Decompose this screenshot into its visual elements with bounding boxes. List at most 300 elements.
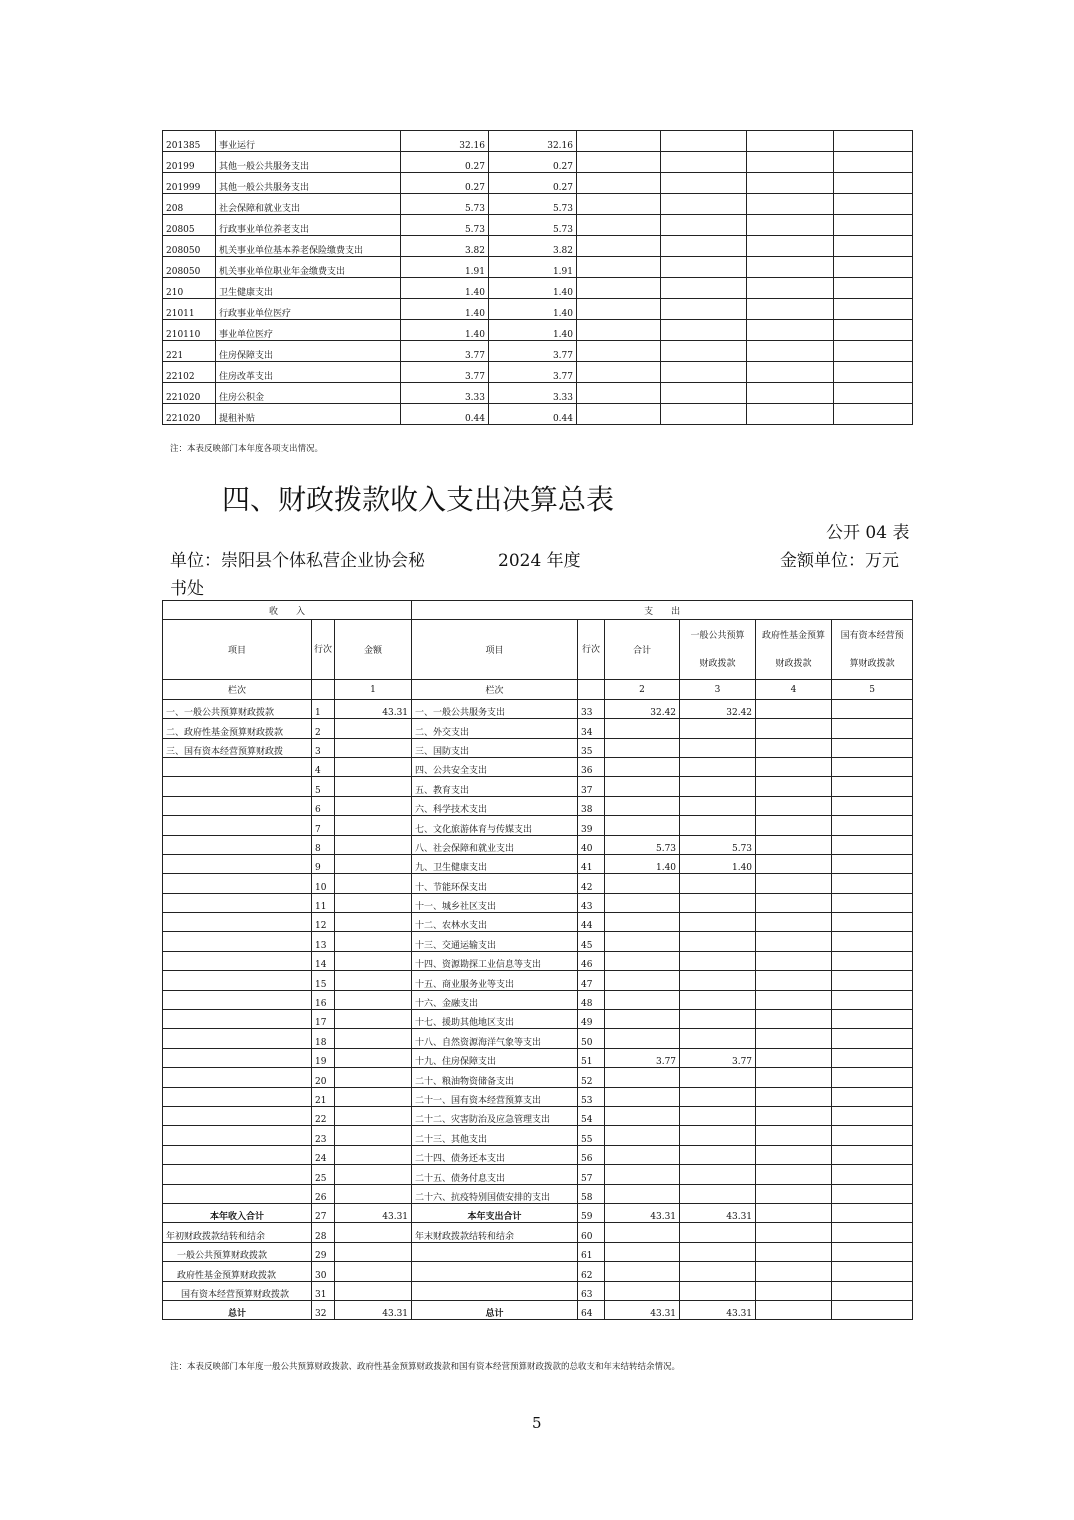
- expense-gov-fund: [756, 893, 832, 912]
- empty-cell: [577, 404, 661, 425]
- empty-cell: [578, 680, 605, 699]
- expense-line-no: 64: [578, 1300, 605, 1319]
- expense-item: 十六、金融支出: [412, 990, 578, 1009]
- income-amount: [335, 1184, 412, 1203]
- basic-expense: 5.73: [489, 194, 577, 215]
- table-row: [163, 236, 913, 257]
- expense-total: 43.31: [605, 1203, 680, 1222]
- income-item: [163, 951, 312, 970]
- expense-total: [605, 1126, 680, 1145]
- income-line-no: 9: [312, 854, 335, 873]
- income-amount: [335, 1010, 412, 1029]
- expense-line-no: 33: [578, 699, 605, 718]
- expense-general-budget: [680, 1242, 756, 1261]
- expense-state-capital: [832, 816, 913, 835]
- col-num: 4: [756, 680, 832, 699]
- table-row: [163, 1048, 913, 1067]
- empty-cell: [661, 362, 747, 383]
- table-row: [163, 796, 913, 815]
- expense-state-capital: [832, 719, 913, 738]
- year-label: 2024 年度: [498, 551, 581, 571]
- table-row: [163, 1165, 913, 1184]
- total-amount: 1.40: [401, 278, 489, 299]
- income-amount: [335, 990, 412, 1009]
- expense-gov-fund: [756, 1165, 832, 1184]
- income-line-no: 20: [312, 1068, 335, 1087]
- expense-line-no: 48: [578, 990, 605, 1009]
- expense-gov-fund: [756, 1087, 832, 1106]
- expense-general-budget: [680, 738, 756, 757]
- income-line-no: 22: [312, 1106, 335, 1125]
- income-amount: [335, 757, 412, 776]
- expense-state-capital: [832, 777, 913, 796]
- empty-cell: [661, 152, 747, 173]
- expense-general-budget: [680, 874, 756, 893]
- expense-item: 总计: [412, 1300, 578, 1319]
- col-gov: 政府性基金预算财政拨款: [756, 620, 832, 680]
- expense-state-capital: [832, 1300, 913, 1319]
- expense-item: 二十六、抗疫特别国债安排的支出: [412, 1184, 578, 1203]
- expense-state-capital: [832, 1068, 913, 1087]
- expense-total: [605, 990, 680, 1009]
- income-item: [163, 777, 312, 796]
- empty-cell: [577, 152, 661, 173]
- income-amount: [335, 1087, 412, 1106]
- expense-total: [605, 1087, 680, 1106]
- expense-general-budget: [680, 951, 756, 970]
- income-item: 三、国有资本经营预算财政拨: [163, 738, 312, 757]
- table-row: [163, 777, 913, 796]
- income-amount: [335, 835, 412, 854]
- income-item: 一般公共预算财政拨款: [163, 1242, 312, 1261]
- income-amount: [335, 1048, 412, 1067]
- empty-cell: [747, 152, 834, 173]
- income-line-no: 32: [312, 1300, 335, 1319]
- expense-state-capital: [832, 1223, 913, 1242]
- expense-gov-fund: [756, 932, 832, 951]
- expense-state-capital: [832, 951, 913, 970]
- empty-cell: [577, 278, 661, 299]
- table3-note: 注：本表反映部门本年度各项支出情况。: [170, 444, 324, 454]
- table-row: [163, 874, 913, 893]
- expense-item: 八、社会保障和就业支出: [412, 835, 578, 854]
- expense-line-no: 42: [578, 874, 605, 893]
- table-row: [163, 1262, 913, 1281]
- expense-total: 43.31: [605, 1300, 680, 1319]
- expense-item: 二十四、债务还本支出: [412, 1145, 578, 1164]
- income-item: [163, 1087, 312, 1106]
- table-row: [163, 215, 913, 236]
- empty-cell: [661, 173, 747, 194]
- expense-state-capital: [832, 1048, 913, 1067]
- expense-state-capital: [832, 854, 913, 873]
- empty-cell: [834, 278, 913, 299]
- expense-line-no: 55: [578, 1126, 605, 1145]
- income-item: [163, 874, 312, 893]
- expense-gov-fund: [756, 1029, 832, 1048]
- expense-state-capital: [832, 738, 913, 757]
- empty-cell: [577, 341, 661, 362]
- expense-general-budget: [680, 796, 756, 815]
- income-item: [163, 1165, 312, 1184]
- expense-general-budget: [680, 777, 756, 796]
- empty-cell: [747, 215, 834, 236]
- expense-gov-fund: [756, 719, 832, 738]
- expense-total: [605, 1145, 680, 1164]
- expense-item: 本年支出合计: [412, 1203, 578, 1222]
- expense-gov-fund: [756, 990, 832, 1009]
- income-item: 二、政府性基金预算财政拨款: [163, 719, 312, 738]
- expense-gov-fund: [756, 757, 832, 776]
- expense-state-capital: [832, 1106, 913, 1125]
- basic-expense: 1.40: [489, 278, 577, 299]
- expense-state-capital: [832, 893, 913, 912]
- table-row: [163, 1010, 913, 1029]
- unit-label-cont: 书处: [170, 579, 204, 599]
- table-row: [163, 738, 913, 757]
- empty-cell: [834, 320, 913, 341]
- expense-item: 十二、农林水支出: [412, 913, 578, 932]
- table-row: [163, 404, 913, 425]
- empty-cell: [747, 320, 834, 341]
- expense-gov-fund: [756, 1010, 832, 1029]
- table-row: [163, 893, 913, 912]
- expense-total: [605, 1242, 680, 1261]
- expense-general-budget: [680, 1068, 756, 1087]
- subject-name: 住房改革支出: [216, 362, 401, 383]
- income-amount: [335, 1165, 412, 1184]
- subject-code: 208050: [163, 236, 216, 257]
- basic-expense: 0.27: [489, 152, 577, 173]
- empty-cell: [834, 236, 913, 257]
- income-item: [163, 757, 312, 776]
- empty-cell: [577, 383, 661, 404]
- income-line-no: 2: [312, 719, 335, 738]
- expense-state-capital: [832, 990, 913, 1009]
- subject-code: 210: [163, 278, 216, 299]
- subject-code: 201385: [163, 131, 216, 152]
- empty-cell: [661, 257, 747, 278]
- expense-item: [412, 1281, 578, 1300]
- income-amount: [335, 1106, 412, 1125]
- empty-cell: [661, 236, 747, 257]
- expense-total: [605, 719, 680, 738]
- empty-cell: [661, 341, 747, 362]
- expense-gov-fund: [756, 777, 832, 796]
- empty-cell: [834, 194, 913, 215]
- income-line-no: 11: [312, 893, 335, 912]
- expense-total: [605, 1029, 680, 1048]
- subject-name: 提租补贴: [216, 404, 401, 425]
- basic-expense: 1.91: [489, 257, 577, 278]
- table-row: [163, 194, 913, 215]
- expense-state-capital: [832, 913, 913, 932]
- income-amount: [335, 932, 412, 951]
- expense-gov-fund: [756, 1126, 832, 1145]
- income-amount: [335, 951, 412, 970]
- expense-line-no: 61: [578, 1242, 605, 1261]
- expense-total: [605, 757, 680, 776]
- total-amount: 3.77: [401, 341, 489, 362]
- expense-item: 六、科学技术支出: [412, 796, 578, 815]
- income-amount: [335, 1145, 412, 1164]
- income-line-no: 5: [312, 777, 335, 796]
- expense-line-no: 34: [578, 719, 605, 738]
- table-row: [163, 719, 913, 738]
- empty-cell: [661, 131, 747, 152]
- expense-state-capital: [832, 1242, 913, 1261]
- empty-cell: [747, 236, 834, 257]
- total-amount: 1.40: [401, 320, 489, 341]
- expense-item: 五、教育支出: [412, 777, 578, 796]
- expense-general-budget: 1.40: [680, 854, 756, 873]
- subject-code: 21011: [163, 299, 216, 320]
- subject-name: 机关事业单位基本养老保险缴费支出: [216, 236, 401, 257]
- expense-state-capital: [832, 1184, 913, 1203]
- empty-cell: [577, 131, 661, 152]
- expense-total: [605, 796, 680, 815]
- expense-line-no: 35: [578, 738, 605, 757]
- col-general: 一般公共预算财政拨款: [680, 620, 756, 680]
- col-num: 2: [605, 680, 680, 699]
- expense-line-no: 44: [578, 913, 605, 932]
- expense-state-capital: [832, 1203, 913, 1222]
- empty-cell: [747, 173, 834, 194]
- expense-total: 5.73: [605, 835, 680, 854]
- col-total: 合计: [605, 620, 680, 680]
- empty-cell: [834, 341, 913, 362]
- expense-total: [605, 1068, 680, 1087]
- expense-line-no: 58: [578, 1184, 605, 1203]
- expense-state-capital: [832, 1165, 913, 1184]
- empty-cell: [834, 131, 913, 152]
- income-amount: [335, 816, 412, 835]
- section-header-row: [163, 601, 913, 620]
- table-row: [163, 951, 913, 970]
- income-line-no: 12: [312, 913, 335, 932]
- basic-expense: 3.82: [489, 236, 577, 257]
- income-amount: [335, 777, 412, 796]
- table-row: [163, 1300, 913, 1319]
- table4-note: 注：本表反映部门本年度一般公共预算财政拨款、政府性基金预算财政拨款和国有资本经营预算财政拨款的总收支和年末结转结余情况。: [170, 1362, 681, 1372]
- income-item: [163, 932, 312, 951]
- income-item: [163, 1126, 312, 1145]
- table-row: [163, 854, 913, 873]
- income-line-no: 24: [312, 1145, 335, 1164]
- income-line-no: 15: [312, 971, 335, 990]
- subject-name: 其他一般公共服务支出: [216, 152, 401, 173]
- expense-general-budget: [680, 1010, 756, 1029]
- table-row: [163, 362, 913, 383]
- expense-state-capital: [832, 1126, 913, 1145]
- fiscal-appropriation-summary-table: [162, 600, 913, 1320]
- income-amount: [335, 738, 412, 757]
- expense-item: 十五、商业服务业等支出: [412, 971, 578, 990]
- expense-general-budget: [680, 1281, 756, 1300]
- empty-cell: [834, 257, 913, 278]
- table-row: [163, 131, 913, 152]
- expense-item: 七、文化旅游体育与传媒支出: [412, 816, 578, 835]
- subject-name: 住房保障支出: [216, 341, 401, 362]
- empty-cell: [747, 131, 834, 152]
- expense-general-budget: [680, 1126, 756, 1145]
- expense-general-budget: [680, 757, 756, 776]
- expense-item: 年末财政拨款结转和结余: [412, 1223, 578, 1242]
- subject-name: 行政事业单位医疗: [216, 299, 401, 320]
- expense-total: [605, 1010, 680, 1029]
- income-amount: 43.31: [335, 1300, 412, 1319]
- col-num: 5: [832, 680, 913, 699]
- income-item: [163, 816, 312, 835]
- income-line-no: 25: [312, 1165, 335, 1184]
- income-line-no: 3: [312, 738, 335, 757]
- empty-cell: [577, 215, 661, 236]
- expense-gov-fund: [756, 1223, 832, 1242]
- expense-total: [605, 1165, 680, 1184]
- expense-item: 十一、城乡社区支出: [412, 893, 578, 912]
- expense-item: [412, 1262, 578, 1281]
- table-row: [163, 1184, 913, 1203]
- total-amount: 0.44: [401, 404, 489, 425]
- empty-cell: [312, 680, 335, 699]
- basic-expense: 0.27: [489, 173, 577, 194]
- expense-gov-fund: [756, 971, 832, 990]
- empty-cell: [747, 362, 834, 383]
- basic-expense: 0.44: [489, 404, 577, 425]
- expense-total: 3.77: [605, 1048, 680, 1067]
- expense-general-budget: [680, 1262, 756, 1281]
- page-number: 5: [532, 1414, 542, 1432]
- expense-total: [605, 1184, 680, 1203]
- expense-general-budget: [680, 1029, 756, 1048]
- income-item: [163, 1048, 312, 1067]
- income-amount: [335, 796, 412, 815]
- expense-state-capital: [832, 1087, 913, 1106]
- expense-line-no: 57: [578, 1165, 605, 1184]
- total-amount: 5.73: [401, 215, 489, 236]
- income-item: 政府性基金预算财政拨款: [163, 1262, 312, 1281]
- expense-gov-fund: [756, 835, 832, 854]
- col-amount: 金额: [335, 620, 412, 680]
- table-row: [163, 835, 913, 854]
- table-row: [163, 299, 913, 320]
- expense-general-budget: [680, 1087, 756, 1106]
- income-amount: 43.31: [335, 1203, 412, 1222]
- income-item: [163, 1068, 312, 1087]
- subject-code: 20805: [163, 215, 216, 236]
- expense-gov-fund: [756, 1145, 832, 1164]
- empty-cell: [834, 215, 913, 236]
- table-row: [163, 1029, 913, 1048]
- expense-general-budget: [680, 1223, 756, 1242]
- income-amount: [335, 893, 412, 912]
- empty-cell: [834, 404, 913, 425]
- table-row: [163, 1223, 913, 1242]
- income-item: [163, 835, 312, 854]
- income-amount: [335, 1068, 412, 1087]
- table-row: [163, 1242, 913, 1261]
- subject-code: 221020: [163, 383, 216, 404]
- expense-gov-fund: [756, 854, 832, 873]
- expense-state-capital: [832, 757, 913, 776]
- income-item: [163, 990, 312, 1009]
- subject-name: 机关事业单位职业年金缴费支出: [216, 257, 401, 278]
- empty-cell: [577, 257, 661, 278]
- income-line-no: 1: [312, 699, 335, 718]
- col-line: 行次: [578, 620, 605, 680]
- income-item: 本年收入合计: [163, 1203, 312, 1222]
- expense-item: 十三、交通运输支出: [412, 932, 578, 951]
- expense-total: [605, 913, 680, 932]
- expense-state-capital: [832, 1281, 913, 1300]
- income-item: [163, 1010, 312, 1029]
- income-amount: [335, 1126, 412, 1145]
- empty-cell: [747, 299, 834, 320]
- expense-general-budget: 3.77: [680, 1048, 756, 1067]
- income-line-no: 30: [312, 1262, 335, 1281]
- expense-item: 十、节能环保支出: [412, 874, 578, 893]
- expense-general-budget: [680, 1165, 756, 1184]
- expense-state-capital: [832, 874, 913, 893]
- expense-total: [605, 1106, 680, 1125]
- expense-total: [605, 1262, 680, 1281]
- expense-total: [605, 777, 680, 796]
- empty-cell: [661, 215, 747, 236]
- expense-total: 1.40: [605, 854, 680, 873]
- expense-total: [605, 1223, 680, 1242]
- income-line-no: 13: [312, 932, 335, 951]
- empty-cell: [577, 320, 661, 341]
- expense-gov-fund: [756, 1184, 832, 1203]
- expense-gov-fund: [756, 1068, 832, 1087]
- col-num: 3: [680, 680, 756, 699]
- expense-total: [605, 1281, 680, 1300]
- expense-total: [605, 874, 680, 893]
- income-item: 一、一般公共预算财政拨款: [163, 699, 312, 718]
- expense-gov-fund: [756, 1106, 832, 1125]
- empty-cell: [661, 278, 747, 299]
- expense-detail-table-tail: [162, 130, 913, 425]
- subject-name: 住房公积金: [216, 383, 401, 404]
- income-amount: [335, 1029, 412, 1048]
- expense-general-budget: 5.73: [680, 835, 756, 854]
- table-row: [163, 1145, 913, 1164]
- empty-cell: [747, 383, 834, 404]
- empty-cell: [747, 404, 834, 425]
- expense-item: 十七、援助其他地区支出: [412, 1010, 578, 1029]
- income-line-no: 19: [312, 1048, 335, 1067]
- income-item: [163, 893, 312, 912]
- income-amount: [335, 913, 412, 932]
- income-item: [163, 1029, 312, 1048]
- expense-gov-fund: [756, 913, 832, 932]
- income-line-no: 28: [312, 1223, 335, 1242]
- income-amount: [335, 1281, 412, 1300]
- basic-expense: 1.40: [489, 299, 577, 320]
- basic-expense: 5.73: [489, 215, 577, 236]
- expense-general-budget: [680, 913, 756, 932]
- expense-gov-fund: [756, 874, 832, 893]
- expense-general-budget: [680, 932, 756, 951]
- expense-item: [412, 1242, 578, 1261]
- expense-item: 十八、自然资源海洋气象等支出: [412, 1029, 578, 1048]
- expense-line-no: 36: [578, 757, 605, 776]
- expense-state-capital: [832, 932, 913, 951]
- subject-code: 22102: [163, 362, 216, 383]
- money-unit-label: 金额单位：万元: [780, 551, 899, 571]
- table-row: [163, 699, 913, 718]
- income-item: 国有资本经营预算财政拨款: [163, 1281, 312, 1300]
